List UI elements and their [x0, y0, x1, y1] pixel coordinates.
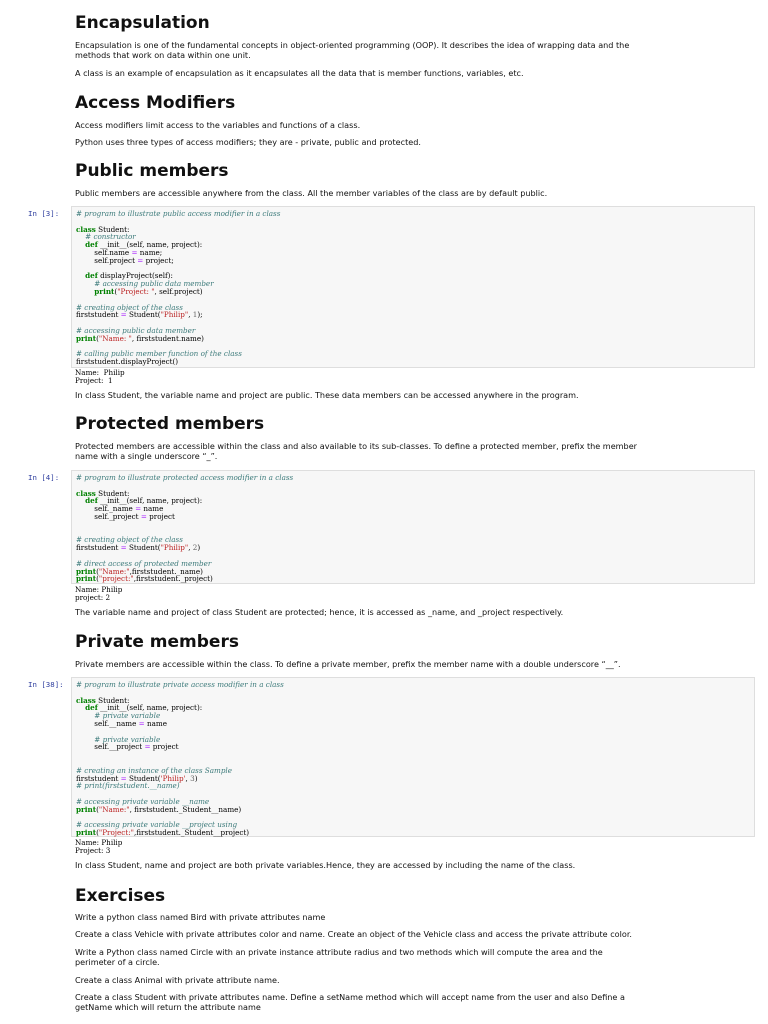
private-after-text: In class Student, name and project are both private variables.Hence, they are accessed by including the name of the class. — [75, 860, 576, 870]
protected-after-text: The variable name and project of class Student are protected; hence, it is accessed as _name, and _project respectively. — [75, 607, 564, 617]
output-protected: Name: Philip project: 2 — [75, 585, 123, 602]
exercise-5a: Create a class Student with private attributes name. Define a setName method which will accept name from the user and also Define a — [75, 992, 625, 1002]
heading-access-modifiers: Access Modifiers — [75, 93, 236, 113]
code-protected: # program to illustrate protected access modifier in a class class Student: def __init__(self, name, project): self._name = name self._project = project # creating object of the class firststudent = Student("Philip", 2) # direct access of protected member print("Name:",firststudent._name) print("project:",firststudent._project) — [76, 473, 294, 584]
output-private: Name: Philip Project: 3 — [75, 838, 123, 855]
exercise-5b: getName which will return the attribute name — [75, 1002, 261, 1012]
heading-protected-members: Protected members — [75, 414, 265, 434]
cell-prompt-private: In [38]: — [28, 680, 64, 689]
exercise-4: Create a class Animal with private attribute name. — [75, 975, 280, 985]
exercise-1: Write a python class named Bird with private attributes name — [75, 912, 326, 922]
protected-paragraph-1a: Protected members are accessible within the class and also available to its sub-classes. To define a protected member, prefix the member — [75, 441, 638, 451]
code-cell-public[interactable] — [71, 206, 755, 368]
heading-public-members: Public members — [75, 161, 229, 181]
protected-paragraph-1b: name with a single underscore “_”. — [75, 451, 218, 461]
cell-prompt-public: In [3]: — [28, 209, 60, 218]
access-paragraph-2: Python uses three types of access modifiers; they are - private, public and protected. — [75, 137, 421, 147]
cell-prompt-protected: In [4]: — [28, 473, 60, 482]
code-cell-protected[interactable] — [71, 470, 755, 584]
public-after-text: In class Student, the variable name and project are public. These data members can be accessed anywhere in the program. — [75, 390, 579, 400]
encapsulation-paragraph-1b: methods that work on data within one unit. — [75, 50, 251, 60]
private-paragraph-1: Private members are accessible within the class. To define a private member, prefix the member name with a double underscore “__”. — [75, 659, 621, 669]
heading-encapsulation: Encapsulation — [75, 13, 210, 33]
exercise-3a: Write a Python class named Circle with an private instance attribute radius and two methods which will compute the area and the — [75, 947, 603, 957]
heading-private-members: Private members — [75, 632, 239, 652]
code-private: # program to illustrate private access modifier in a class class Student: def __init__(self, name, project): # private variable self.__name = name # private variable self.__project = project # creating an instance of the class Sample firststudent = Student('Philip', 3) # print(firststudent.__name) # accessing private variable __name print("Name:", firststudent._Student__name) # accessing private variable __project using print("Project:",firststudent._Student__project) — [76, 680, 284, 838]
code-public: # program to illustrate public access modifier in a class class Student: # constructor def __init__(self, name, project): self.name = name; self.project = project; def displayProject(self): # accessing public data member print("Project: ", self.project) # creating object of the class firststudent = Student("Philip", 1); # accessing public data member print("Name: ", firststudent.name) # calling public member function of the class firststudent.displayProject() — [76, 209, 281, 367]
encapsulation-paragraph-2: A class is an example of encapsulation as it encapsulates all the data that is member functions, variables, etc. — [75, 68, 524, 78]
output-public: Name: Philip Project: 1 — [75, 368, 125, 385]
exercise-3b: perimeter of a circle. — [75, 957, 160, 967]
access-paragraph-1: Access modifiers limit access to the variables and functions of a class. — [75, 120, 361, 130]
heading-exercises: Exercises — [75, 886, 166, 906]
encapsulation-paragraph-1a: Encapsulation is one of the fundamental concepts in object-oriented programming (OOP). It describes the idea of wrapping data and the — [75, 40, 630, 50]
exercise-2: Create a class Vehicle with private attributes color and name. Create an object of the Vehicle class and access the private attribute color. — [75, 929, 632, 939]
public-paragraph-1: Public members are accessible anywhere from the class. All the member variables of the class are by default public. — [75, 188, 548, 198]
code-cell-private[interactable] — [71, 677, 755, 837]
